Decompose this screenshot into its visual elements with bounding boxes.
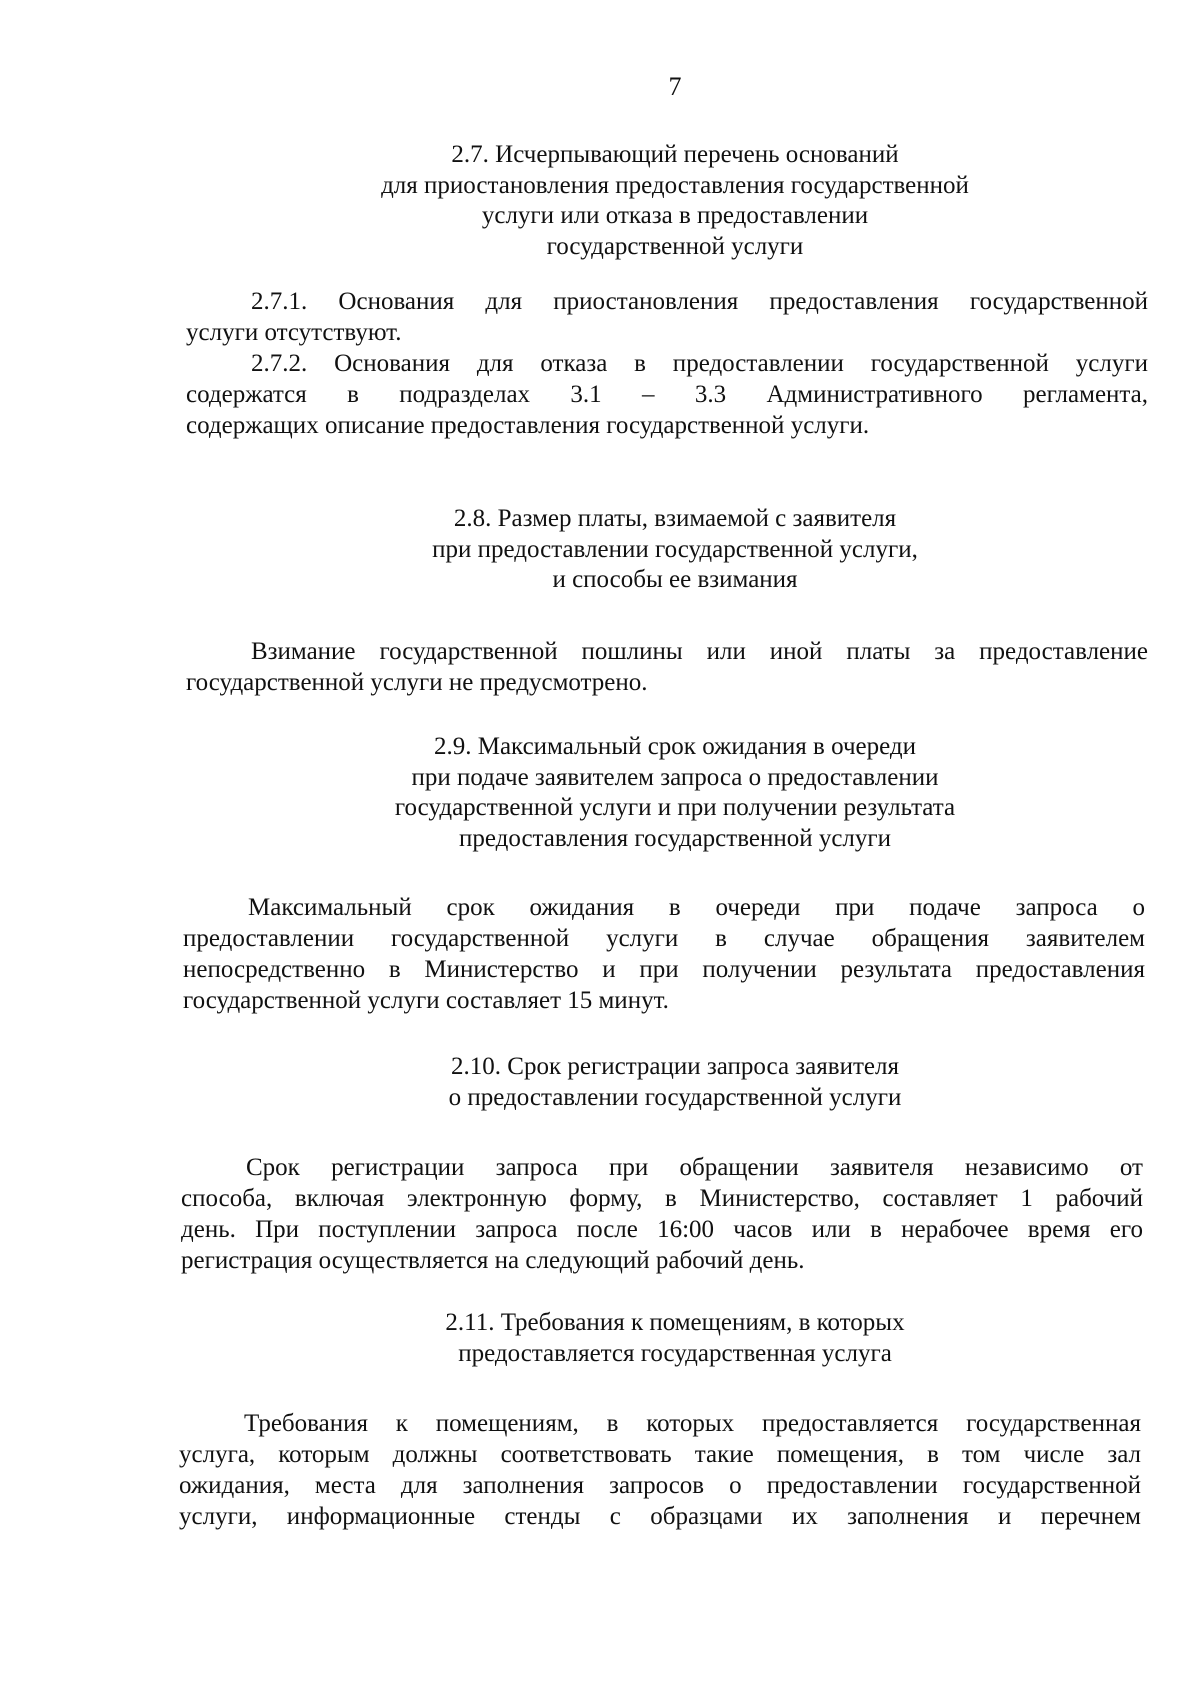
paragraph-line: содержатся в подразделах 3.1 – 3.3 Административного регламента, xyxy=(186,381,1148,408)
paragraph-line: Взимание государственной пошлины или иной платы за предоставление xyxy=(251,638,1148,665)
heading-line: 2.10. Срок регистрации запроса заявителя xyxy=(451,1053,899,1080)
paragraph-line: Срок регистрации запроса при обращении заявителя независимо от xyxy=(246,1154,1143,1181)
paragraph-line: Требования к помещениям, в которых предоставляется государственная xyxy=(244,1410,1141,1437)
heading-line: для приостановления предоставления государственной xyxy=(381,171,969,199)
heading-line: 2.11. Требования к помещениям, в которых xyxy=(445,1309,905,1336)
section-heading-2-7 xyxy=(300,140,1050,262)
paragraph-line: содержащих описание предоставления государственной услуги. xyxy=(186,412,870,439)
heading-line: 2.8. Размер платы, взимаемой с заявителя xyxy=(453,505,897,532)
paragraph-line: предоставлении государственной услуги в случае обращения заявителем xyxy=(183,925,1145,952)
page-number: 7 xyxy=(668,72,682,101)
paragraph-line: регистрация осуществляется на следующий рабочий день. xyxy=(181,1247,805,1274)
paragraph-2-10 xyxy=(181,1152,1143,1276)
heading-line: и способы ее взимания xyxy=(552,566,798,593)
paragraph-2-7-2 xyxy=(186,348,1148,441)
paragraph-line: день. При поступлении запроса после 16:00 часов или в нерабочее время его xyxy=(181,1216,1143,1243)
paragraph-2-8 xyxy=(186,636,1148,698)
heading-line: государственной услуги и при получении результата xyxy=(394,794,956,821)
paragraph-line: услуги, информационные стенды с образцами их заполнения и перечнем xyxy=(179,1503,1141,1530)
paragraph-line: 2.7.2. Основания для отказа в предоставлении государственной услуги xyxy=(251,350,1148,377)
paragraph-line: услуги отсутствуют. xyxy=(186,319,402,346)
heading-line: при предоставлении государственной услуги, xyxy=(432,535,918,563)
paragraph-2-7-1 xyxy=(186,286,1148,348)
section-heading-2-10 xyxy=(300,1052,1050,1113)
paragraph-line: 2.7.1. Основания для приостановления предоставления государственной xyxy=(251,288,1148,315)
paragraph-line: Максимальный срок ожидания в очереди при подаче запроса о xyxy=(248,894,1145,921)
paragraph-line: способа, включая электронную форму, в Министерство, составляет 1 рабочий xyxy=(181,1185,1143,1212)
heading-line: 2.7. Исчерпывающий перечень оснований xyxy=(451,141,899,168)
heading-line: услуги или отказа в предоставлении xyxy=(481,202,869,229)
heading-line: государственной услуги xyxy=(546,232,804,260)
heading-line: 2.9. Максимальный срок ожидания в очереди xyxy=(433,733,916,760)
section-heading-2-11 xyxy=(300,1308,1050,1369)
paragraph-line: ожидания, места для заполнения запросов о предоставлении государственной xyxy=(179,1472,1141,1499)
paragraph-line: государственной услуги не предусмотрено. xyxy=(186,669,648,696)
paragraph-2-11 xyxy=(179,1408,1141,1532)
heading-line: предоставления государственной услуги xyxy=(458,824,892,852)
paragraph-line: государственной услуги составляет 15 минут. xyxy=(183,987,669,1014)
heading-line: при подаче заявителем запроса о предоставлении xyxy=(411,763,939,791)
paragraph-line: непосредственно в Министерство и при получении результата предоставления xyxy=(183,956,1145,983)
section-heading-2-9 xyxy=(300,732,1050,854)
heading-line: о предоставлении государственной услуги xyxy=(448,1083,902,1111)
paragraph-line: услуга, которым должны соответствовать такие помещения, в том числе зал xyxy=(179,1441,1141,1468)
paragraph-2-9 xyxy=(183,892,1145,1016)
section-heading-2-8 xyxy=(300,504,1050,596)
heading-line: предоставляется государственная услуга xyxy=(458,1339,892,1367)
